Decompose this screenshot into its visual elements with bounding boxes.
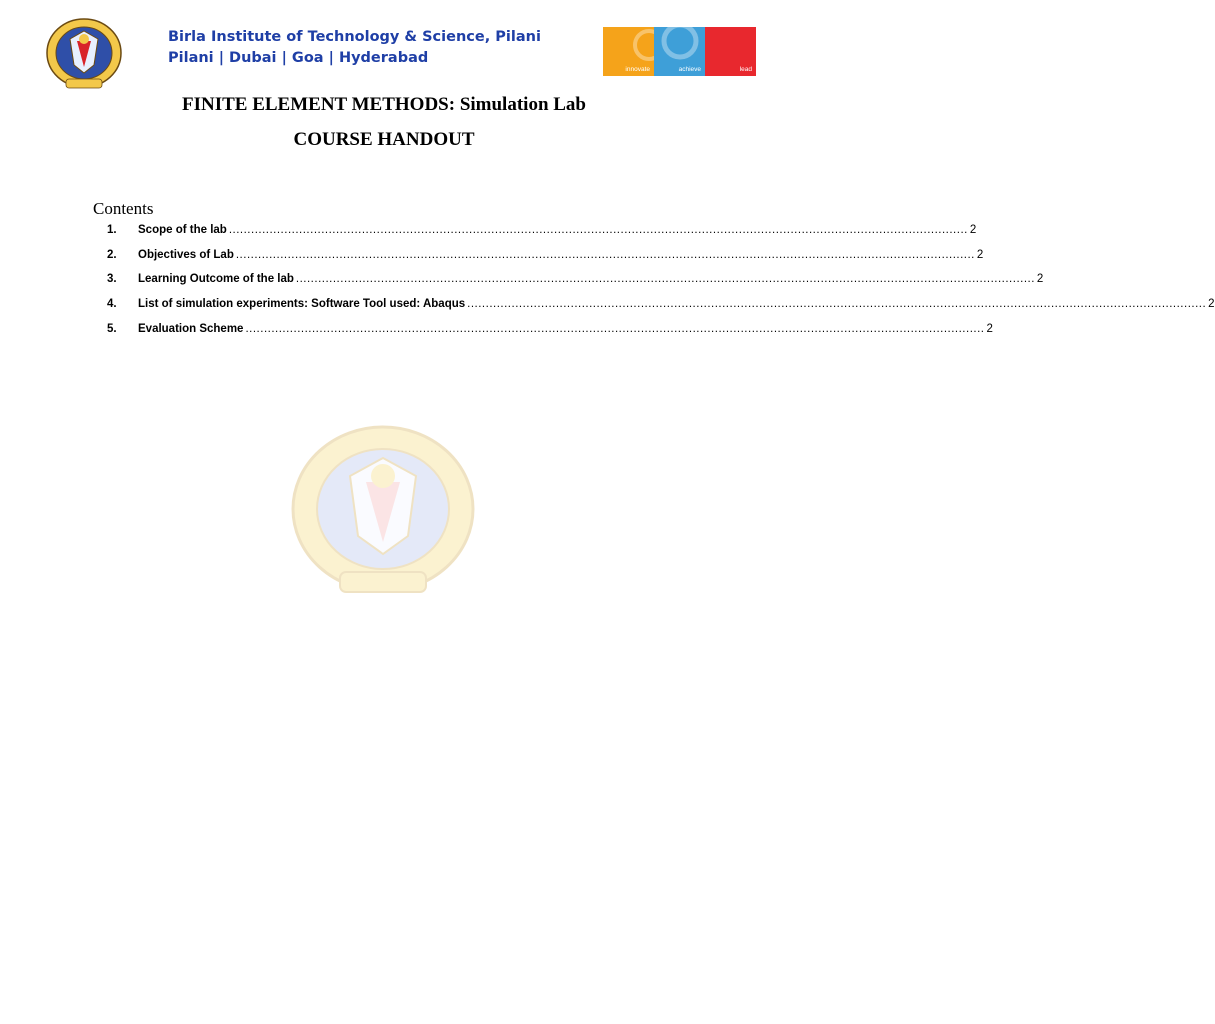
toc-item-label: Learning Outcome of the lab <box>138 273 294 286</box>
toc-item-label: List of simulation experiments: Software Tool used: Abaqus <box>138 298 466 311</box>
contents-heading: Contents <box>93 199 154 218</box>
toc-item-label: Evaluation Scheme <box>138 322 244 335</box>
document-subtitle: COURSE HANDOUT <box>293 129 475 150</box>
toc-item-number: 1. <box>107 224 117 236</box>
banner-word: achieve <box>678 66 701 73</box>
banner-segment-lead <box>705 27 756 76</box>
toc-leader-dots: ........................................................................................................................................................................................................ <box>235 248 975 261</box>
toc-item-number: 5. <box>107 322 117 335</box>
banner-segment-achieve <box>654 27 705 76</box>
toc-item[interactable] <box>107 298 1215 323</box>
toc-leader-dots: ........................................................................................................................................................................................................ <box>295 273 1035 286</box>
toc-leader-dots: ........................................................................................................................................................................................................ <box>467 298 1207 311</box>
toc-item[interactable] <box>107 248 984 274</box>
toc-item-number: 2. <box>107 248 117 261</box>
banner-segment-innovate <box>603 27 654 76</box>
brand-banner <box>603 27 756 76</box>
toc-item[interactable] <box>107 224 977 249</box>
toc-leader-dots: ........................................................................................................................................................................................................ <box>228 224 968 236</box>
bits-pilani-crest-watermark-icon <box>288 424 478 604</box>
toc-item-label: Scope of the lab <box>138 224 227 236</box>
toc-item-page: 2 <box>1036 273 1044 286</box>
bits-pilani-crest-icon <box>44 17 124 93</box>
institute-header <box>168 27 541 69</box>
institute-name: Birla Institute of Technology & Science, Pilani <box>168 29 541 45</box>
toc-leader-dots: ........................................................................................................................................................................................................ <box>245 322 985 335</box>
toc-item-page: 2 <box>986 322 993 335</box>
toc-item-page: 2 <box>969 224 977 236</box>
toc-item-page: 2 <box>976 248 984 261</box>
toc-item-number: 3. <box>107 273 117 286</box>
banner-word: innovate <box>625 66 650 73</box>
toc-item-page: 2 <box>1208 298 1215 311</box>
toc-item-number: 4. <box>107 298 117 311</box>
document-title: FINITE ELEMENT METHODS: Simulation Lab <box>181 94 587 115</box>
banner-word: lead <box>739 66 752 73</box>
toc-item[interactable] <box>107 322 993 348</box>
institute-campuses: Pilani | Dubai | Goa | Hyderabad <box>168 50 429 66</box>
table-of-contents <box>107 224 1215 347</box>
toc-item-label: Objectives of Lab <box>138 248 234 261</box>
toc-item[interactable] <box>107 273 1044 298</box>
